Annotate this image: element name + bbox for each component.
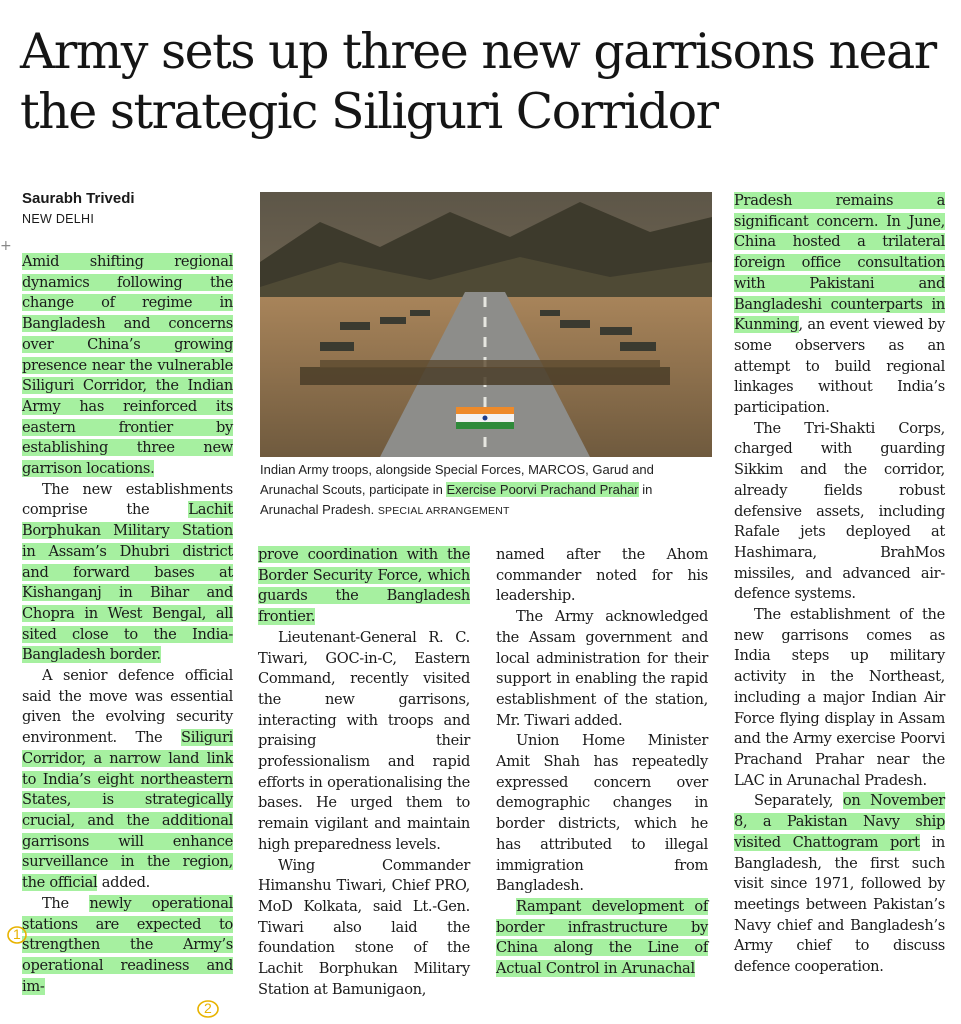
airstrip-photo-illustration xyxy=(260,192,712,457)
paragraph: The Tri-Shakti Corps, charged with guarding Sikkim and the corridor, already fields robust defensive assets, including Rafale jets deployed at Hashimara, BrahMos missiles, and advanced air-defence systems. xyxy=(734,419,945,603)
highlighted-text: Pradesh remains a significant concern. In June, China hosted a trilateral foreign office consultation with Pakistani and Bangladeshi counterparts in Kunming xyxy=(734,192,945,334)
paragraph: Union Home Minister Amit Shah has repeatedly expressed concern over demographic changes in border districts, which he has attributed to illegal immigration from Bangladesh. xyxy=(496,732,708,895)
article-column-3 xyxy=(496,545,708,980)
paragraph xyxy=(22,480,233,666)
paragraph: Lieutenant-General R. C. Tiwari, GOC-in-C, Eastern Command, recently visited the new garrisons, interacting with troops and praising their professionalism and rapid efforts in operationalising the bases. He urged them to remain vigilant and maintain high preparedness levels. xyxy=(258,628,470,853)
highlighted-text: Amid shifting regional dynamics following the change of regime in Bangladesh and concerns over China’s growing presence near the vulnerable Siliguri Corridor, the Indian Army has reinforced its eastern frontier by establishing three new garrison locations. xyxy=(22,253,233,478)
highlighted-text: Lachit Borphukan Military Station in Assam’s Dhubri district and forward bases at Kishanganj in Bihar and Chopra in West Bengal, all sited close to the India-Bangladesh border. xyxy=(22,501,233,664)
paragraph xyxy=(258,545,470,628)
photo-caption xyxy=(260,460,712,521)
paragraph: Wing Commander Himanshu Tiwari, Chief PRO, MoD Kolkata, said Lt.-Gen. Tiwari also laid the foundation stone of the Lachit Borphukan Military Station at Bamunigaon, xyxy=(258,856,470,998)
margin-plus-mark: + xyxy=(0,238,12,254)
headline: Army sets up three new garrisons near the strategic Siliguri Corridor xyxy=(20,23,936,140)
paragraph-text: in Bangladesh, the first such visit since 1971, followed by meetings between Pakistan’s Navy chief and Bangladesh’s Army chief to discuss defence cooperation. xyxy=(734,833,945,976)
exercise-photo xyxy=(260,192,712,457)
paragraph xyxy=(496,897,708,980)
paragraph xyxy=(22,894,233,998)
article-column-1 xyxy=(22,252,233,997)
paragraph: The Army acknowledged the Assam government and local administration for their support in enabling the rapid establishment of the station, Mr. Tiwari added. xyxy=(496,608,708,729)
paragraph-text: , an event viewed by some observers as an attempt to build regional linkages without India’s participation. xyxy=(734,316,945,417)
byline: Saurabh Trivedi xyxy=(22,190,135,207)
highlighted-text: Rampant development of border infrastructure by China along the Line of Actual Control in Arunachal xyxy=(496,897,708,978)
paragraph xyxy=(734,191,945,419)
photo-credit: SPECIAL ARRANGEMENT xyxy=(377,505,510,517)
annotation-mark-2 xyxy=(196,998,220,1023)
highlighted-text: Siliguri Corridor, a narrow land link to India’s eight northeastern States, is strategically crucial, and the additional garrisons will enhance surveillance in the region, the official xyxy=(22,729,233,892)
highlighted-caption-text: Exercise Poorvi Prachand Prahar xyxy=(446,482,639,497)
paragraph-text: Separately, xyxy=(754,792,843,810)
paragraph xyxy=(734,791,945,977)
annotation-number: 2 xyxy=(204,1000,212,1016)
highlighted-text: prove coordination with the Border Security Force, which guards the Bangladesh frontier. xyxy=(258,546,470,626)
paragraph xyxy=(22,252,233,480)
annotation-number: 1 xyxy=(13,926,21,942)
highlighted-text: newly operational stations are expected to strengthen the Army’s operational readiness and im- xyxy=(22,894,233,995)
paragraph-text: The new establishments comprise the xyxy=(22,480,233,519)
paragraph-text: added. xyxy=(97,874,150,892)
annotation-mark-1 xyxy=(6,924,28,949)
caption-text: Indian Army troops, alongside Special Forces, MARCOS, Garud and Arunachal Scouts, participate in xyxy=(260,462,654,497)
paragraph-text: A senior defence official said the move was essential given the evolving security environment. The xyxy=(22,667,233,747)
paragraph: The establishment of the new garrisons comes as India steps up military activity in the Northeast, including a major Indian Air Force flying display in Assam and the Army exercise Poorvi Prachand Prahar near the LAC in Arunachal Pradesh. xyxy=(734,606,945,789)
paragraph: named after the Ahom commander noted for his leadership. xyxy=(496,546,708,605)
highlighted-text: on November 8, a Pakistan Navy ship visited Chattogram port xyxy=(734,792,945,851)
dateline: NEW DELHI xyxy=(22,212,95,226)
paragraph-text: The xyxy=(42,894,90,912)
article-column-2 xyxy=(258,545,470,1000)
paragraph xyxy=(22,666,233,894)
article-column-4 xyxy=(734,191,945,978)
caption-text: in Arunachal Pradesh. xyxy=(260,482,653,517)
